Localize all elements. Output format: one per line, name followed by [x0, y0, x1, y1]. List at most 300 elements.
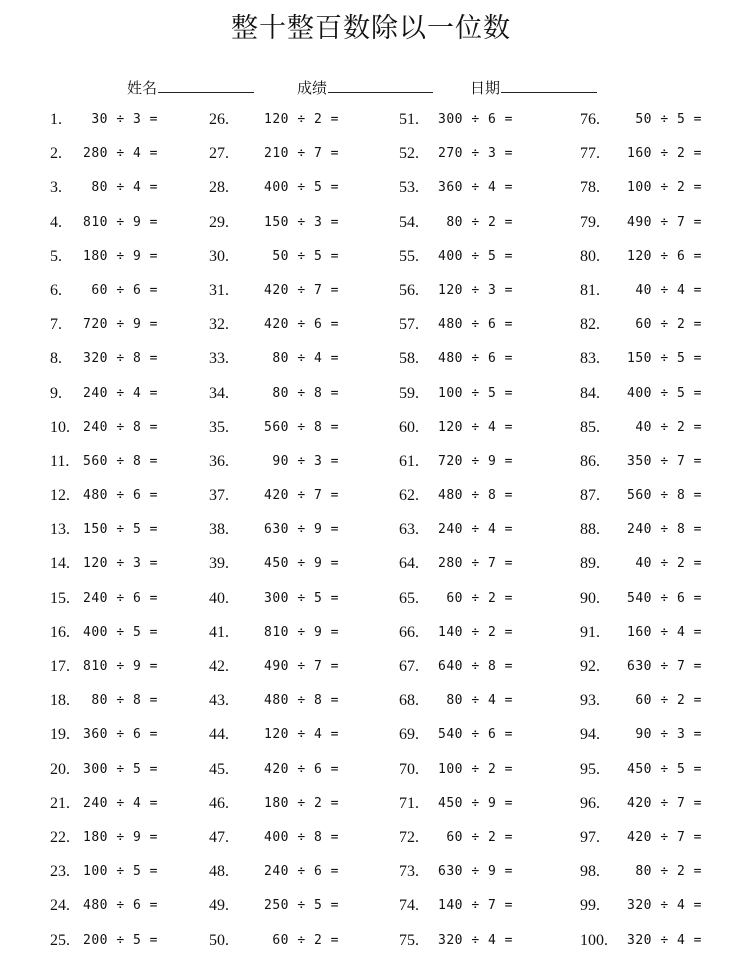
division-expression — [437, 215, 521, 230]
division-expression — [626, 898, 710, 913]
division-expression — [82, 146, 166, 161]
problem-number: 94. — [580, 726, 600, 744]
division-expression — [437, 351, 521, 366]
date-blank-line[interactable] — [501, 76, 597, 93]
divide-sign: ÷ — [289, 556, 314, 572]
divide-sign: ÷ — [463, 351, 488, 367]
equals-sign: = — [685, 659, 711, 674]
divisor: 4 — [132, 795, 142, 811]
division-expression — [437, 796, 521, 811]
divide-sign: ÷ — [108, 556, 133, 572]
dividend: 450 — [627, 761, 652, 777]
divisor: 5 — [313, 590, 323, 606]
division-expression — [626, 727, 710, 742]
divide-sign: ÷ — [463, 282, 488, 298]
dividend: 480 — [83, 488, 108, 504]
dividend: 250 — [264, 898, 289, 914]
equals-sign: = — [322, 488, 348, 504]
dividend: 50 — [635, 112, 652, 127]
divide-sign: ÷ — [108, 795, 133, 811]
problem-number: 22. — [50, 828, 70, 846]
divide-sign: ÷ — [289, 214, 314, 230]
divide-sign: ÷ — [652, 146, 677, 162]
equals-sign: = — [685, 864, 711, 880]
dividend: 420 — [264, 317, 289, 333]
equals-sign: = — [496, 385, 522, 401]
problem-number: 36. — [209, 452, 229, 470]
dividend: 180 — [83, 829, 108, 845]
divide-sign: ÷ — [289, 317, 314, 333]
dividend: 80 — [446, 693, 463, 709]
divisor: 8 — [132, 453, 142, 469]
division-expression — [437, 522, 521, 537]
divide-sign: ÷ — [652, 932, 677, 948]
dividend: 560 — [83, 453, 108, 469]
divisor: 7 — [676, 214, 686, 230]
equals-sign: = — [685, 795, 711, 811]
division-expression — [437, 625, 521, 640]
dividend: 420 — [627, 829, 652, 845]
divisor: 5 — [313, 898, 323, 914]
divisor: 2 — [676, 146, 686, 162]
problem-number: 12. — [50, 487, 70, 505]
equals-sign: = — [496, 522, 522, 538]
divisor: 5 — [487, 385, 497, 401]
problem-number: 21. — [50, 794, 70, 812]
divide-sign: ÷ — [652, 112, 677, 127]
equals-sign: = — [322, 932, 348, 948]
problem-number: 9. — [50, 384, 62, 402]
problem-number: 71. — [399, 794, 419, 812]
divisor: 9 — [132, 214, 142, 230]
equals-sign: = — [141, 282, 167, 298]
equals-sign: = — [496, 829, 522, 845]
division-expression — [626, 556, 710, 571]
divide-sign: ÷ — [108, 248, 133, 264]
problem-number: 70. — [399, 760, 419, 778]
divisor: 3 — [313, 453, 323, 469]
divide-sign: ÷ — [108, 624, 133, 640]
dividend: 490 — [627, 214, 652, 230]
equals-sign: = — [322, 693, 348, 709]
dividend: 80 — [272, 351, 289, 367]
divide-sign: ÷ — [652, 282, 677, 298]
dividend: 180 — [83, 248, 108, 264]
divide-sign: ÷ — [289, 282, 314, 298]
equals-sign: = — [322, 829, 348, 845]
equals-sign: = — [496, 248, 522, 264]
division-expression — [626, 146, 710, 161]
divisor: 9 — [487, 864, 497, 880]
divide-sign: ÷ — [463, 146, 488, 162]
division-expression — [626, 488, 710, 503]
problem-number: 97. — [580, 828, 600, 846]
divisor: 4 — [487, 419, 497, 435]
problem-number: 82. — [580, 316, 600, 334]
divisor: 4 — [313, 727, 323, 743]
equals-sign: = — [685, 282, 711, 298]
problem-number: 77. — [580, 145, 600, 163]
dividend: 280 — [438, 556, 463, 572]
dividend: 630 — [264, 522, 289, 538]
equals-sign: = — [685, 453, 711, 469]
divisor: 7 — [676, 795, 686, 811]
equals-sign: = — [322, 864, 348, 880]
date-label: 日期 — [470, 79, 501, 97]
divide-sign: ÷ — [463, 932, 488, 948]
dividend: 400 — [264, 180, 289, 196]
division-expression — [437, 180, 521, 195]
equals-sign: = — [685, 146, 711, 162]
equals-sign: = — [322, 453, 348, 469]
equals-sign: = — [141, 659, 167, 674]
dividend: 140 — [438, 624, 463, 640]
dividend: 60 — [91, 282, 108, 298]
divide-sign: ÷ — [108, 932, 133, 948]
divisor: 9 — [132, 829, 142, 845]
student-info-row — [0, 76, 742, 98]
dividend: 560 — [264, 419, 289, 435]
equals-sign: = — [496, 864, 522, 880]
divisor: 2 — [676, 180, 686, 196]
equals-sign: = — [322, 385, 348, 401]
divide-sign: ÷ — [463, 693, 488, 709]
division-expression — [263, 693, 347, 708]
divisor: 4 — [132, 385, 142, 401]
equals-sign: = — [322, 419, 348, 435]
name-blank-line[interactable] — [158, 76, 254, 93]
division-expression — [82, 420, 166, 435]
score-field[interactable] — [297, 76, 433, 98]
problem-number: 84. — [580, 384, 600, 402]
divisor: 5 — [132, 761, 142, 777]
problem-number: 60. — [399, 418, 419, 436]
problem-number: 19. — [50, 726, 70, 744]
problem-number: 87. — [580, 487, 600, 505]
equals-sign: = — [496, 317, 522, 333]
divide-sign: ÷ — [108, 351, 133, 367]
equals-sign: = — [141, 932, 167, 948]
dividend: 490 — [264, 659, 289, 674]
division-expression — [82, 317, 166, 332]
equals-sign: = — [496, 419, 522, 435]
divisor: 4 — [132, 146, 142, 162]
division-expression — [626, 591, 710, 606]
division-expression — [263, 591, 347, 606]
problem-number: 17. — [50, 658, 70, 675]
divide-sign: ÷ — [108, 385, 133, 401]
divisor: 8 — [676, 522, 686, 538]
divide-sign: ÷ — [652, 693, 677, 709]
dividend: 360 — [83, 727, 108, 743]
dividend: 450 — [264, 556, 289, 572]
division-expression — [263, 317, 347, 332]
divisor: 9 — [313, 624, 323, 640]
problem-number: 83. — [580, 350, 600, 368]
divide-sign: ÷ — [652, 248, 677, 264]
divide-sign: ÷ — [108, 864, 133, 880]
dividend: 450 — [438, 795, 463, 811]
dividend: 120 — [438, 419, 463, 435]
division-expression — [82, 112, 166, 127]
equals-sign: = — [322, 761, 348, 777]
divisor: 4 — [487, 522, 497, 538]
problem-number: 13. — [50, 521, 70, 539]
divide-sign: ÷ — [289, 693, 314, 709]
equals-sign: = — [685, 419, 711, 435]
score-blank-line[interactable] — [328, 76, 433, 93]
problem-number: 40. — [209, 589, 229, 607]
division-expression — [626, 215, 710, 230]
equals-sign: = — [685, 385, 711, 401]
dividend: 810 — [83, 214, 108, 230]
problem-number: 56. — [399, 281, 419, 299]
divisor: 8 — [132, 693, 142, 709]
divisor: 5 — [132, 522, 142, 538]
divisor: 6 — [487, 112, 497, 127]
divide-sign: ÷ — [463, 522, 488, 538]
division-expression — [82, 522, 166, 537]
equals-sign: = — [496, 556, 522, 572]
divide-sign: ÷ — [289, 590, 314, 606]
divisor: 7 — [676, 829, 686, 845]
dividend: 640 — [438, 659, 463, 674]
division-expression — [437, 727, 521, 742]
divisor: 8 — [676, 488, 686, 504]
dividend: 400 — [83, 624, 108, 640]
divisor: 6 — [676, 248, 686, 264]
problem-number: 93. — [580, 692, 600, 710]
dividend: 200 — [83, 932, 108, 948]
equals-sign: = — [685, 248, 711, 264]
divisor: 7 — [313, 659, 323, 674]
division-expression — [263, 112, 347, 127]
problem-number: 86. — [580, 452, 600, 470]
divisor: 6 — [313, 317, 323, 333]
dividend: 400 — [264, 829, 289, 845]
divisor: 8 — [313, 829, 323, 845]
division-expression — [82, 249, 166, 264]
equals-sign: = — [322, 351, 348, 367]
problem-number: 15. — [50, 589, 70, 607]
dividend: 630 — [438, 864, 463, 880]
problem-number: 39. — [209, 555, 229, 573]
divide-sign: ÷ — [463, 214, 488, 230]
dividend: 80 — [635, 864, 652, 880]
dividend: 240 — [438, 522, 463, 538]
equals-sign: = — [685, 590, 711, 606]
divide-sign: ÷ — [652, 419, 677, 435]
divisor: 5 — [132, 864, 142, 880]
divide-sign: ÷ — [289, 829, 314, 845]
divisor: 5 — [676, 761, 686, 777]
equals-sign: = — [141, 898, 167, 914]
divide-sign: ÷ — [108, 180, 133, 196]
equals-sign: = — [322, 282, 348, 298]
problem-number: 69. — [399, 726, 419, 744]
divisor: 4 — [487, 180, 497, 196]
problem-number: 99. — [580, 897, 600, 915]
division-expression — [437, 933, 521, 948]
equals-sign: = — [322, 624, 348, 640]
problem-number: 30. — [209, 247, 229, 265]
dividend: 810 — [264, 624, 289, 640]
divide-sign: ÷ — [289, 453, 314, 469]
problem-number: 52. — [399, 145, 419, 163]
equals-sign: = — [322, 727, 348, 743]
dividend: 120 — [264, 112, 289, 127]
division-expression — [626, 933, 710, 948]
dividend: 720 — [438, 453, 463, 469]
division-expression — [626, 522, 710, 537]
divisor: 5 — [487, 248, 497, 264]
dividend: 560 — [627, 488, 652, 504]
equals-sign: = — [141, 522, 167, 538]
problem-number: 75. — [399, 931, 419, 949]
equals-sign: = — [496, 351, 522, 367]
equals-sign: = — [322, 522, 348, 538]
divisor: 9 — [487, 453, 497, 469]
division-expression — [437, 864, 521, 879]
divisor: 6 — [132, 282, 142, 298]
dividend: 300 — [264, 590, 289, 606]
problem-number: 43. — [209, 692, 229, 710]
dividend: 90 — [635, 727, 652, 743]
dividend: 180 — [264, 795, 289, 811]
division-expression — [263, 796, 347, 811]
problem-number: 42. — [209, 658, 229, 675]
problem-number: 50. — [209, 931, 229, 949]
problem-number: 73. — [399, 863, 419, 881]
divide-sign: ÷ — [652, 898, 677, 914]
divide-sign: ÷ — [108, 488, 133, 504]
problem-number: 54. — [399, 213, 419, 231]
divide-sign: ÷ — [289, 659, 314, 674]
divide-sign: ÷ — [652, 453, 677, 469]
equals-sign: = — [141, 795, 167, 811]
problem-number: 91. — [580, 623, 600, 641]
problem-number: 7. — [50, 316, 62, 334]
problem-number: 28. — [209, 179, 229, 197]
equals-sign: = — [322, 317, 348, 333]
divisor: 2 — [313, 112, 323, 127]
equals-sign: = — [496, 282, 522, 298]
divisor: 6 — [132, 590, 142, 606]
dividend: 480 — [438, 317, 463, 333]
divide-sign: ÷ — [108, 112, 133, 127]
problem-number: 96. — [580, 794, 600, 812]
divisor: 9 — [132, 248, 142, 264]
problem-number: 53. — [399, 179, 419, 197]
divisor: 9 — [487, 795, 497, 811]
divisor: 7 — [313, 282, 323, 298]
divisor: 2 — [487, 590, 497, 606]
divide-sign: ÷ — [108, 898, 133, 914]
problem-number: 33. — [209, 350, 229, 368]
divide-sign: ÷ — [108, 419, 133, 435]
equals-sign: = — [322, 590, 348, 606]
problem-number: 78. — [580, 179, 600, 197]
divisor: 2 — [487, 624, 497, 640]
divisor: 8 — [132, 419, 142, 435]
division-expression — [437, 830, 521, 845]
division-expression — [437, 556, 521, 571]
division-expression — [82, 283, 166, 298]
dividend: 60 — [635, 317, 652, 333]
divide-sign: ÷ — [652, 488, 677, 504]
problem-number: 10. — [50, 418, 70, 436]
date-field[interactable] — [470, 76, 597, 98]
divisor: 7 — [313, 146, 323, 162]
divide-sign: ÷ — [463, 829, 488, 845]
dividend: 100 — [438, 761, 463, 777]
dividend: 300 — [83, 761, 108, 777]
equals-sign: = — [322, 180, 348, 196]
equals-sign: = — [496, 624, 522, 640]
division-expression — [626, 351, 710, 366]
divide-sign: ÷ — [652, 727, 677, 743]
problem-number: 68. — [399, 692, 419, 710]
problem-number: 2. — [50, 145, 62, 163]
problem-number: 32. — [209, 316, 229, 334]
equals-sign: = — [141, 214, 167, 230]
worksheet-title: 整十整百数除以一位数 — [231, 13, 511, 44]
divisor: 8 — [313, 419, 323, 435]
divide-sign: ÷ — [652, 761, 677, 777]
problem-number: 46. — [209, 794, 229, 812]
divide-sign: ÷ — [108, 693, 133, 709]
equals-sign: = — [685, 522, 711, 538]
divide-sign: ÷ — [108, 727, 133, 743]
equals-sign: = — [685, 932, 711, 948]
dividend: 210 — [264, 146, 289, 162]
equals-sign: = — [141, 693, 167, 709]
divisor: 3 — [487, 146, 497, 162]
divisor: 6 — [132, 488, 142, 504]
problem-number: 88. — [580, 521, 600, 539]
equals-sign: = — [141, 385, 167, 401]
divisor: 5 — [676, 385, 686, 401]
divisor: 8 — [313, 693, 323, 709]
division-expression — [82, 488, 166, 503]
divide-sign: ÷ — [652, 522, 677, 538]
divide-sign: ÷ — [463, 864, 488, 880]
division-expression — [263, 454, 347, 469]
division-expression — [82, 454, 166, 469]
problem-number: 3. — [50, 179, 62, 197]
divide-sign: ÷ — [108, 761, 133, 777]
problem-number: 6. — [50, 281, 62, 299]
problem-number: 47. — [209, 828, 229, 846]
division-expression — [263, 215, 347, 230]
divisor: 9 — [132, 317, 142, 333]
division-expression — [437, 762, 521, 777]
equals-sign: = — [496, 761, 522, 777]
equals-sign: = — [496, 795, 522, 811]
equals-sign: = — [685, 112, 711, 127]
equals-sign: = — [496, 112, 522, 127]
equals-sign: = — [496, 146, 522, 162]
equals-sign: = — [496, 590, 522, 606]
dividend: 480 — [264, 693, 289, 709]
problem-number: 66. — [399, 623, 419, 641]
divisor: 2 — [313, 795, 323, 811]
equals-sign: = — [141, 419, 167, 435]
dividend: 420 — [627, 795, 652, 811]
name-field[interactable] — [127, 76, 254, 98]
problem-number: 51. — [399, 111, 419, 128]
dividend: 120 — [264, 727, 289, 743]
